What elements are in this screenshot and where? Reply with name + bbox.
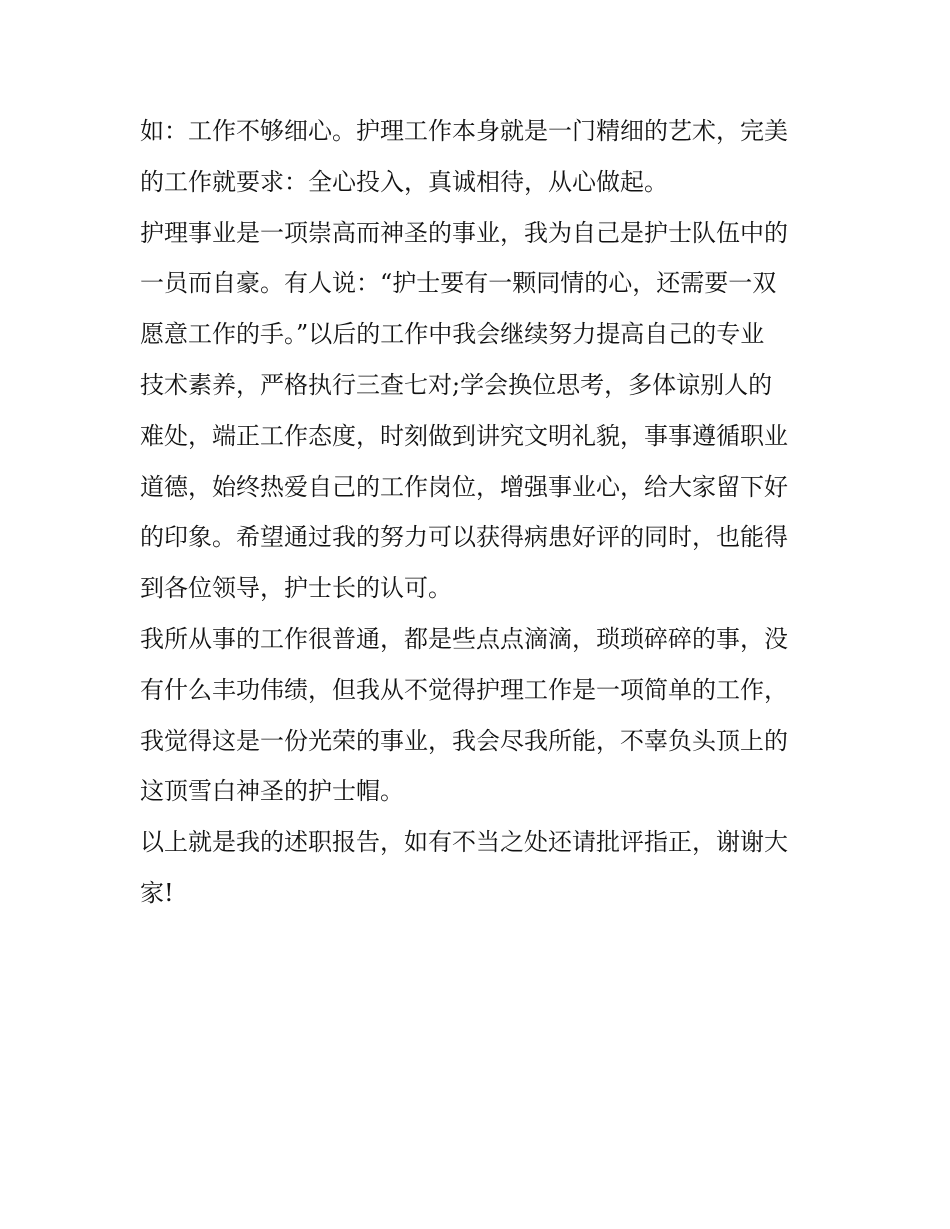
text-line: 家! bbox=[140, 878, 174, 907]
text-line: 有什么丰功伟绩，但我从不觉得护理工作是一项简单的工作， bbox=[140, 675, 788, 704]
text-line: 以上就是我的述职报告，如有不当之处还请批评指正，谢谢大 bbox=[140, 828, 788, 857]
text-line: 我觉得这是一份光荣的事业，我会尽我所能，不辜负头顶上的 bbox=[140, 726, 788, 755]
text-line: 我所从事的工作很普通，都是些点点滴滴，琐琐碎碎的事，没 bbox=[140, 624, 788, 653]
text-line: 如：工作不够细心。护理工作本身就是一门精细的艺术，完美 bbox=[140, 117, 788, 145]
document-body bbox=[140, 106, 815, 919]
text-line: 的工作就要求：全心投入，真诚相待，从心做起。 bbox=[140, 167, 668, 196]
text-line: 一员而自豪。有人说：“护士要有一颗同情的心，还需要一双 bbox=[140, 269, 777, 298]
text-line: 难处，端正工作态度，时刻做到讲究文明礼貌，事事遵循职业 bbox=[140, 421, 788, 450]
text-line: 这顶雪白神圣的护士帽。 bbox=[140, 777, 404, 806]
text-line: 到各位领导，护士长的认可。 bbox=[140, 574, 452, 603]
text-line: 愿意工作的手。”以后的工作中我会继续努力提高自己的专业 bbox=[140, 320, 765, 349]
text-line: 护理事业是一项崇高而神圣的事业，我为自己是护士队伍中的 bbox=[140, 218, 788, 247]
text-line: 技术素养，严格执行三查七对;学会换位思考，多体谅别人的 bbox=[140, 370, 773, 399]
text-line: 道德，始终热爱自己的工作岗位，增强事业心，给大家留下好 bbox=[140, 472, 788, 501]
text-line: 的印象。希望通过我的努力可以获得病患好评的同时，也能得 bbox=[140, 523, 788, 552]
